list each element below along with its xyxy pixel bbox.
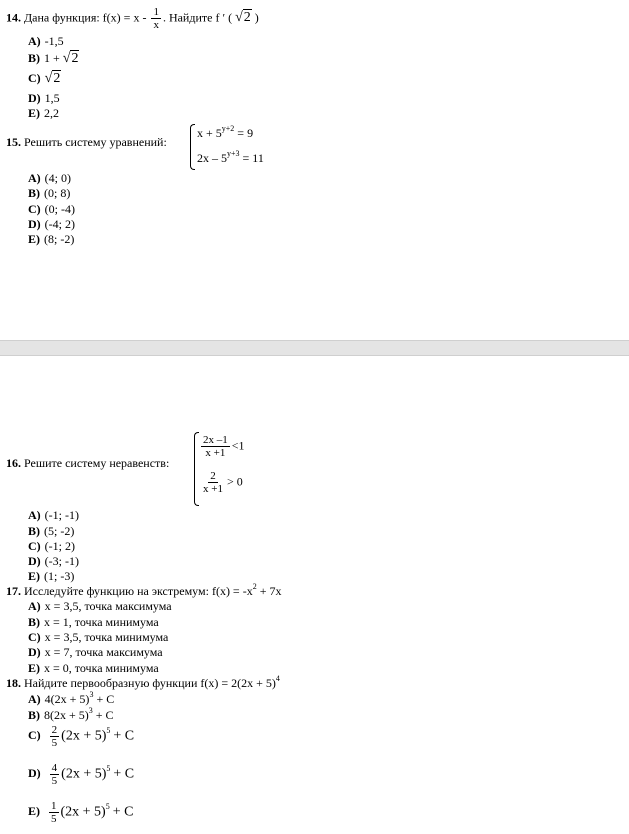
- option-14-a: [28, 34, 64, 49]
- option-text: (2x + 5): [61, 728, 107, 744]
- fraction-numerator: 4: [51, 762, 58, 774]
- question-text: Дана функция: f(x) = x -: [24, 10, 147, 25]
- option-letter: D): [28, 645, 41, 659]
- option-17-e: [28, 661, 159, 676]
- fraction-numerator: 1: [51, 800, 57, 812]
- exponent: y+3: [227, 149, 240, 158]
- option-text: x = 0, точка минимума: [44, 661, 159, 675]
- page-separator: [0, 340, 629, 356]
- equation-part: 2x – 5: [197, 151, 227, 165]
- option-letter: E): [28, 232, 40, 246]
- option-text-after: + C: [112, 804, 134, 820]
- option-text: (0; 8): [44, 186, 71, 200]
- option-text-after: + C: [95, 708, 114, 722]
- relation: > 0: [226, 474, 243, 489]
- option-text: (1; -3): [44, 569, 75, 583]
- exponent: 5: [106, 726, 111, 736]
- sqrt-expression: [45, 71, 62, 87]
- option-18-a: [28, 692, 114, 707]
- option-16-c: [28, 539, 75, 554]
- question-14: [6, 6, 259, 31]
- option-16-a: [28, 508, 79, 523]
- option-letter: D): [28, 217, 41, 231]
- option-text: (5; -2): [44, 524, 75, 538]
- option-letter: B): [28, 186, 40, 200]
- question-18: [6, 676, 280, 691]
- fraction-numerator: 2x –1: [203, 434, 228, 446]
- question-text-after: + 7x: [259, 584, 282, 598]
- option-17-b: [28, 615, 159, 630]
- option-letter: C): [28, 539, 41, 553]
- question-number: 18.: [6, 676, 21, 690]
- option-18-b: [28, 708, 114, 723]
- option-text: (2x + 5): [60, 804, 106, 820]
- inequality-1: [199, 434, 245, 459]
- option-15-e: [28, 232, 74, 247]
- option-15-c: [28, 202, 75, 217]
- option-letter: D): [28, 91, 41, 105]
- equation-part: = 11: [242, 151, 264, 165]
- option-text: x = 3,5, точка максимума: [44, 599, 172, 613]
- option-letter: A): [28, 508, 41, 522]
- sqrt-radicand: 2: [71, 51, 79, 66]
- exponent: y+2: [221, 124, 235, 133]
- option-letter: E): [28, 804, 40, 819]
- equation-2: [197, 151, 264, 166]
- question-text: Решите систему неравенств:: [24, 456, 170, 470]
- option-text-after: + C: [113, 728, 135, 744]
- fraction: [201, 434, 230, 459]
- fraction: [49, 800, 59, 825]
- sqrt-radicand: 2: [53, 71, 61, 86]
- option-letter: B): [28, 51, 40, 65]
- system-brace: [190, 124, 195, 170]
- option-15-b: [28, 186, 70, 201]
- option-text: -1,5: [44, 34, 64, 48]
- option-text: 1,5: [44, 91, 60, 105]
- option-15-a: [28, 171, 71, 186]
- option-text: (4; 0): [44, 171, 71, 185]
- exponent: 3: [88, 706, 93, 715]
- closing-paren: ): [254, 10, 259, 25]
- fraction-denominator: 5: [51, 775, 58, 787]
- fraction: [151, 6, 161, 31]
- fraction-numerator: 2: [210, 470, 216, 482]
- option-letter: D): [28, 766, 41, 781]
- option-text: x = 3,5, точка минимума: [44, 630, 169, 644]
- option-18-e: [28, 800, 133, 825]
- question-number: 14.: [6, 10, 21, 25]
- option-text: (8; -2): [44, 232, 75, 246]
- option-letter: A): [28, 692, 41, 706]
- relation: <1: [231, 438, 245, 453]
- option-text: 1 +: [44, 51, 60, 65]
- question-text-after: . Найдите: [162, 10, 213, 25]
- option-letter: C): [28, 630, 41, 644]
- option-letter: E): [28, 569, 40, 583]
- option-letter: A): [28, 171, 41, 185]
- page-1: [0, 0, 629, 340]
- question-17: [6, 584, 281, 599]
- option-letter: E): [28, 661, 40, 675]
- exponent: 5: [106, 764, 111, 774]
- sqrt-radicand: 2: [243, 10, 251, 26]
- option-letter: E): [28, 106, 40, 120]
- option-16-b: [28, 524, 74, 539]
- fraction-numerator: 2: [51, 724, 58, 736]
- option-letter: B): [28, 524, 40, 538]
- option-text: x = 1, точка минимума: [44, 615, 159, 629]
- sqrt-expression: [235, 10, 252, 26]
- question-16: [6, 456, 169, 471]
- option-text: (0; -4): [44, 202, 75, 216]
- option-letter: A): [28, 599, 41, 613]
- sqrt-icon: √: [62, 51, 71, 66]
- option-letter: A): [28, 34, 41, 48]
- fraction-denominator: 5: [51, 813, 57, 825]
- option-letter: B): [28, 708, 40, 722]
- fraction-denominator: 5: [51, 737, 58, 749]
- fraction: [50, 724, 60, 749]
- question-15: [6, 135, 167, 150]
- page-2: [0, 356, 629, 834]
- fraction-denominator: x: [153, 19, 159, 31]
- question-text: Найдите первообразную функции f(x) = 2(2x + 5): [24, 676, 276, 690]
- option-text: 2,2: [44, 106, 59, 120]
- question-number: 16.: [6, 456, 21, 470]
- option-letter: D): [28, 554, 41, 568]
- exponent: 3: [89, 690, 94, 699]
- option-14-c: [28, 71, 61, 87]
- option-letter: C): [28, 202, 41, 216]
- option-text: (-3; -1): [44, 554, 79, 568]
- exponent: 5: [105, 802, 110, 812]
- fraction-numerator: 1: [153, 6, 159, 18]
- fraction-denominator: x +1: [203, 483, 223, 495]
- option-text: (-4; 2): [44, 217, 75, 231]
- sqrt-icon: √: [44, 71, 53, 86]
- exponent: 4: [275, 674, 280, 683]
- option-18-c: [28, 724, 134, 749]
- question-text: Исследуйте функцию на экстремум: f(x) = -x: [24, 584, 253, 598]
- option-text: (-1; -1): [44, 508, 79, 522]
- equation-1: [197, 126, 253, 141]
- sqrt-icon: √: [235, 10, 243, 26]
- option-letter: C): [28, 71, 41, 85]
- option-letter: B): [28, 615, 40, 629]
- inequality-2: [199, 470, 243, 495]
- option-14-b: [28, 51, 79, 67]
- equation-part: = 9: [237, 126, 254, 140]
- question-number: 15.: [6, 135, 21, 149]
- sqrt-expression: [63, 51, 80, 67]
- option-18-d: [28, 762, 134, 787]
- option-15-d: [28, 217, 75, 232]
- fraction-denominator: x +1: [205, 447, 226, 459]
- option-text-after: + C: [96, 692, 115, 706]
- option-17-a: [28, 599, 172, 614]
- fraction: [201, 470, 225, 495]
- fraction: [50, 762, 60, 787]
- option-14-e: [28, 106, 59, 121]
- option-text: x = 7, точка максимума: [44, 645, 163, 659]
- option-16-d: [28, 554, 79, 569]
- option-text: (2x + 5): [61, 766, 107, 782]
- option-letter: C): [28, 728, 41, 743]
- option-17-c: [28, 630, 168, 645]
- option-17-d: [28, 645, 163, 660]
- question-number: 17.: [6, 584, 21, 598]
- option-16-e: [28, 569, 74, 584]
- question-text: Решить систему уравнений:: [24, 135, 167, 149]
- option-text: 8(2x + 5): [44, 708, 89, 722]
- option-text: 4(2x + 5): [44, 692, 90, 706]
- equation-part: x + 5: [197, 126, 222, 140]
- option-text-after: + C: [113, 766, 135, 782]
- option-text: (-1; 2): [44, 539, 75, 553]
- exponent: 2: [252, 582, 257, 591]
- option-14-d: [28, 91, 60, 106]
- derivative-symbol: f ′ (: [215, 10, 233, 25]
